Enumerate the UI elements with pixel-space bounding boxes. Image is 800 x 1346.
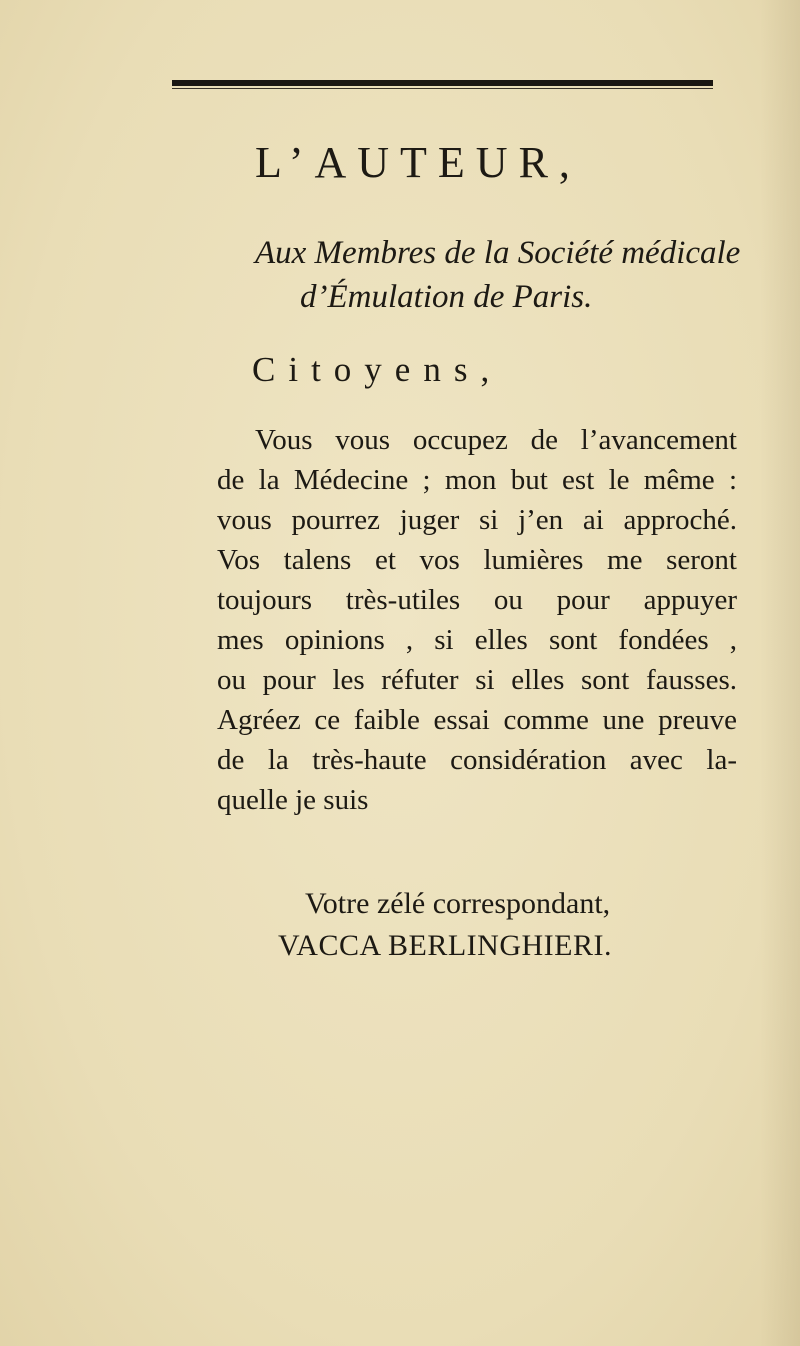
body-line: Vos talens et vos lumières me seront [217, 544, 737, 576]
dedication-body [217, 420, 737, 820]
body-line: de la Médecine ; mon but est le même : [217, 464, 737, 496]
salutation: Citoyens, [252, 350, 503, 389]
body-line: mes opinions , si elles sont fondées , [217, 624, 737, 656]
body-line: toujours très-utiles ou pour appuyer [217, 584, 737, 616]
header-rule-thin [172, 88, 713, 89]
header-rule [172, 80, 713, 86]
body-line: vous pourrez juger si j’en ai approché. [217, 504, 737, 536]
closing-line: Votre zélé correspondant, [305, 887, 611, 920]
address-line-1: Aux Membres de la Société médicale [255, 235, 741, 271]
page-edge-shadow [760, 0, 800, 1346]
body-line: de la très-haute considération avec la- [217, 744, 737, 776]
dedication-address [255, 231, 775, 319]
body-line: quelle je suis [217, 784, 369, 816]
body-line: Vous vous occupez de l’avancement [255, 424, 737, 456]
dedication-heading: L’AUTEUR, [255, 138, 581, 187]
body-line: Agréez ce faible essai comme une preuve [217, 704, 737, 736]
author-signature: VACCA BERLINGHIERI. [278, 929, 612, 962]
body-line: ou pour les réfuter si elles sont fausses. [217, 664, 737, 696]
address-line-2: d’Émulation de Paris. [300, 279, 593, 315]
